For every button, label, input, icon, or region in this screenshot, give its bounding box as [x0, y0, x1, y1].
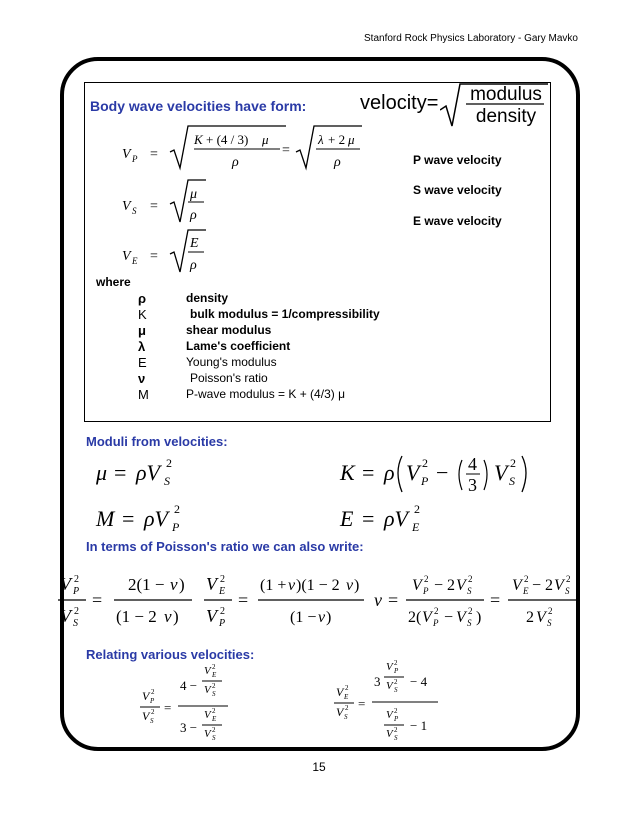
svg-text:S: S	[565, 586, 570, 596]
svg-text:ρ: ρ	[232, 155, 239, 170]
svg-text:V: V	[142, 689, 150, 703]
svg-text:2: 2	[468, 606, 473, 616]
svg-text:2: 2	[394, 726, 398, 734]
moduli-equations	[90, 448, 550, 538]
svg-text:V: V	[456, 577, 466, 594]
svg-text:ν: ν	[346, 577, 354, 594]
svg-text:2: 2	[414, 502, 420, 516]
svg-text:V: V	[122, 147, 131, 162]
svg-text:2: 2	[548, 606, 553, 616]
density-word: density	[475, 106, 537, 127]
svg-text:2: 2	[345, 684, 349, 692]
def-text: density	[186, 291, 229, 305]
def-text: Lame's coefficient	[186, 339, 291, 353]
p-wave-label: P wave velocity	[413, 153, 502, 167]
svg-text:ν: ν	[288, 577, 296, 594]
svg-text:λ: λ	[318, 132, 324, 147]
svg-text:=: =	[238, 590, 249, 610]
svg-text:ρV: ρV	[384, 506, 408, 531]
svg-text:S: S	[394, 686, 398, 694]
svg-text:=: =	[362, 460, 375, 485]
poisson-equations	[56, 566, 580, 636]
svg-text:S: S	[509, 474, 515, 488]
svg-text:+ 2: + 2	[328, 132, 346, 147]
svg-text:S: S	[467, 586, 472, 596]
svg-text:=: =	[282, 143, 290, 158]
svg-text:− 2: − 2	[434, 577, 456, 594]
svg-text:K: K	[194, 132, 203, 147]
svg-text:−: −	[444, 609, 454, 626]
svg-text:V: V	[60, 606, 71, 626]
svg-text:μ: μ	[348, 132, 355, 147]
svg-text:E: E	[132, 256, 138, 266]
svg-text:ρV: ρV	[136, 460, 160, 485]
svg-text:2: 2	[524, 574, 529, 584]
svg-text:)(1 − 2: )(1 − 2	[296, 577, 340, 594]
svg-text:S: S	[150, 717, 154, 725]
svg-text:V: V	[336, 685, 344, 699]
svg-text:E: E	[340, 506, 354, 531]
svg-text:V: V	[204, 728, 211, 740]
svg-text:ν: ν	[374, 590, 382, 610]
svg-text:S: S	[394, 734, 398, 742]
svg-text:V: V	[204, 709, 211, 721]
svg-text:2: 2	[422, 456, 428, 470]
svg-text:4 −: 4 −	[180, 678, 198, 693]
svg-text:μ: μ	[190, 187, 198, 202]
svg-text:S: S	[132, 206, 137, 216]
body-wave-equations	[110, 118, 380, 288]
def-text: P-wave modulus = K + (4/3) μ	[186, 387, 345, 401]
svg-text:4: 4	[468, 454, 477, 474]
svg-text:2: 2	[174, 502, 180, 516]
svg-text:S: S	[212, 690, 216, 698]
svg-text:V: V	[406, 460, 420, 485]
svg-text:V: V	[386, 728, 393, 740]
svg-text:=: =	[150, 147, 158, 162]
where-title: where	[96, 275, 131, 289]
def-text: Young's modulus	[186, 355, 277, 369]
svg-text:ν: ν	[164, 607, 172, 626]
svg-text:V: V	[494, 460, 508, 485]
svg-text:2: 2	[394, 678, 398, 686]
svg-text:P: P	[150, 697, 155, 705]
svg-text:2: 2	[212, 663, 216, 671]
relating-heading: Relating various velocities:	[86, 647, 255, 662]
def-symbol: M	[138, 387, 149, 402]
svg-text:V: V	[206, 606, 217, 626]
svg-text:ν: ν	[170, 575, 178, 594]
svg-text:S: S	[73, 618, 78, 629]
svg-text:2: 2	[212, 682, 216, 690]
svg-text:2: 2	[74, 574, 79, 585]
svg-text:P: P	[132, 154, 138, 164]
svg-text:3: 3	[374, 674, 381, 689]
svg-text:ρV: ρV	[144, 506, 168, 531]
svg-text:2: 2	[212, 707, 216, 715]
svg-text:ρ: ρ	[384, 460, 395, 485]
svg-text:− 4: − 4	[410, 674, 428, 689]
page-header: Stanford Rock Physics Laboratory - Gary Mavko	[364, 33, 578, 44]
svg-text:V: V	[60, 574, 71, 594]
svg-text:): )	[326, 609, 332, 626]
svg-text:V: V	[204, 684, 211, 696]
body-wave-heading: Body wave velocities have form:	[90, 98, 307, 114]
svg-text:P: P	[219, 618, 226, 629]
svg-text:S: S	[467, 618, 472, 628]
svg-text:(1 − 2: (1 − 2	[116, 607, 157, 626]
svg-text:−: −	[436, 460, 449, 485]
svg-text:E: E	[212, 715, 217, 723]
svg-text:=: =	[362, 506, 375, 531]
svg-text:V: V	[554, 577, 564, 594]
velocity-word: velocity=	[360, 92, 439, 114]
def-text: bulk modulus = 1/compressibility	[190, 307, 380, 321]
svg-text:=: =	[122, 506, 135, 531]
svg-text:P: P	[394, 667, 399, 675]
def-symbol: λ	[138, 339, 146, 354]
svg-text:2: 2	[151, 708, 155, 716]
svg-text:=: =	[388, 590, 399, 610]
svg-text:E: E	[212, 671, 217, 679]
svg-text:2: 2	[212, 726, 216, 734]
svg-text:ν: ν	[318, 609, 326, 626]
svg-text:P: P	[394, 715, 399, 723]
svg-text:): )	[354, 577, 360, 594]
def-text: shear modulus	[186, 323, 272, 337]
svg-text:): )	[179, 575, 185, 594]
svg-text:V: V	[336, 705, 344, 719]
svg-text:+ (4 / 3): + (4 / 3)	[206, 132, 249, 147]
svg-text:E: E	[190, 236, 199, 251]
svg-text:ρ: ρ	[334, 155, 341, 170]
svg-text:(1 −: (1 −	[290, 609, 317, 626]
svg-text:2: 2	[468, 574, 473, 584]
def-text: Poisson's ratio	[190, 371, 268, 385]
svg-text:=: =	[150, 249, 158, 264]
relating-equations	[138, 660, 468, 752]
svg-text:V: V	[142, 709, 150, 723]
svg-text:V: V	[512, 577, 522, 594]
svg-text:=: =	[92, 590, 103, 610]
svg-text:P: P	[73, 586, 80, 597]
svg-text:=: =	[150, 199, 158, 214]
svg-text:2: 2	[345, 704, 349, 712]
svg-text:V: V	[122, 249, 131, 264]
svg-text:V: V	[122, 199, 131, 214]
svg-text:=: =	[164, 700, 172, 715]
svg-text:V: V	[386, 709, 393, 721]
def-symbol: E	[138, 355, 147, 370]
moduli-heading: Moduli from velocities:	[86, 434, 228, 449]
svg-text:2: 2	[220, 606, 225, 617]
svg-text:V: V	[386, 661, 393, 673]
svg-text:2: 2	[220, 574, 225, 585]
svg-text:3 −: 3 −	[180, 720, 198, 735]
svg-text:E: E	[219, 586, 226, 597]
svg-text:M: M	[96, 506, 115, 531]
svg-text:2: 2	[394, 707, 398, 715]
def-symbol: K	[138, 307, 147, 322]
svg-text:μ: μ	[262, 132, 269, 147]
svg-text:2: 2	[434, 606, 439, 616]
svg-text:ρ: ρ	[190, 258, 197, 273]
def-symbol: ρ	[138, 291, 147, 306]
svg-text:=: =	[114, 460, 127, 485]
svg-text:2: 2	[151, 688, 155, 696]
svg-text:): )	[173, 607, 179, 626]
svg-text:2: 2	[74, 606, 79, 617]
svg-text:V: V	[412, 577, 422, 594]
svg-text:− 2: − 2	[532, 577, 554, 594]
poisson-heading: In terms of Poisson's ratio we can also write:	[86, 539, 364, 554]
svg-text:=: =	[490, 590, 501, 610]
svg-text:P: P	[433, 618, 439, 628]
modulus-word: modulus	[470, 84, 542, 105]
svg-text:ρ: ρ	[190, 208, 197, 223]
svg-text:V: V	[204, 665, 211, 677]
svg-text:− 1: − 1	[410, 718, 428, 733]
svg-text:2(1 −: 2(1 −	[128, 575, 165, 594]
svg-text:3: 3	[468, 475, 477, 495]
svg-text:P: P	[423, 586, 429, 596]
svg-text:S: S	[547, 618, 552, 628]
svg-text:K: K	[340, 460, 355, 485]
svg-text:=: =	[358, 696, 366, 711]
svg-text:μ: μ	[96, 460, 108, 485]
svg-text:V: V	[456, 609, 466, 626]
svg-text:2: 2	[166, 456, 172, 470]
svg-text:S: S	[164, 474, 170, 488]
svg-text:E: E	[344, 693, 349, 701]
s-wave-label: S wave velocity	[413, 183, 502, 197]
svg-text:(1 +: (1 +	[260, 577, 287, 594]
def-symbol: μ	[138, 323, 146, 338]
svg-text:2: 2	[566, 574, 571, 584]
svg-text:2: 2	[394, 660, 398, 667]
svg-text:E: E	[523, 586, 529, 596]
e-wave-label: E wave velocity	[413, 214, 502, 228]
svg-text:2: 2	[526, 609, 534, 626]
svg-text:P: P	[421, 474, 429, 488]
svg-text:S: S	[212, 734, 216, 742]
svg-text:2(: 2(	[408, 609, 422, 626]
svg-text:): )	[476, 609, 482, 626]
svg-text:E: E	[412, 520, 420, 534]
svg-text:V: V	[536, 609, 546, 626]
svg-text:V: V	[422, 609, 432, 626]
svg-text:S: S	[344, 713, 348, 721]
svg-text:V: V	[206, 574, 217, 594]
svg-text:V: V	[386, 680, 393, 692]
def-symbol: ν	[138, 371, 146, 386]
page-number: 15	[312, 760, 326, 774]
svg-text:2: 2	[510, 456, 516, 470]
svg-text:2: 2	[424, 574, 429, 584]
svg-text:P: P	[172, 520, 180, 534]
